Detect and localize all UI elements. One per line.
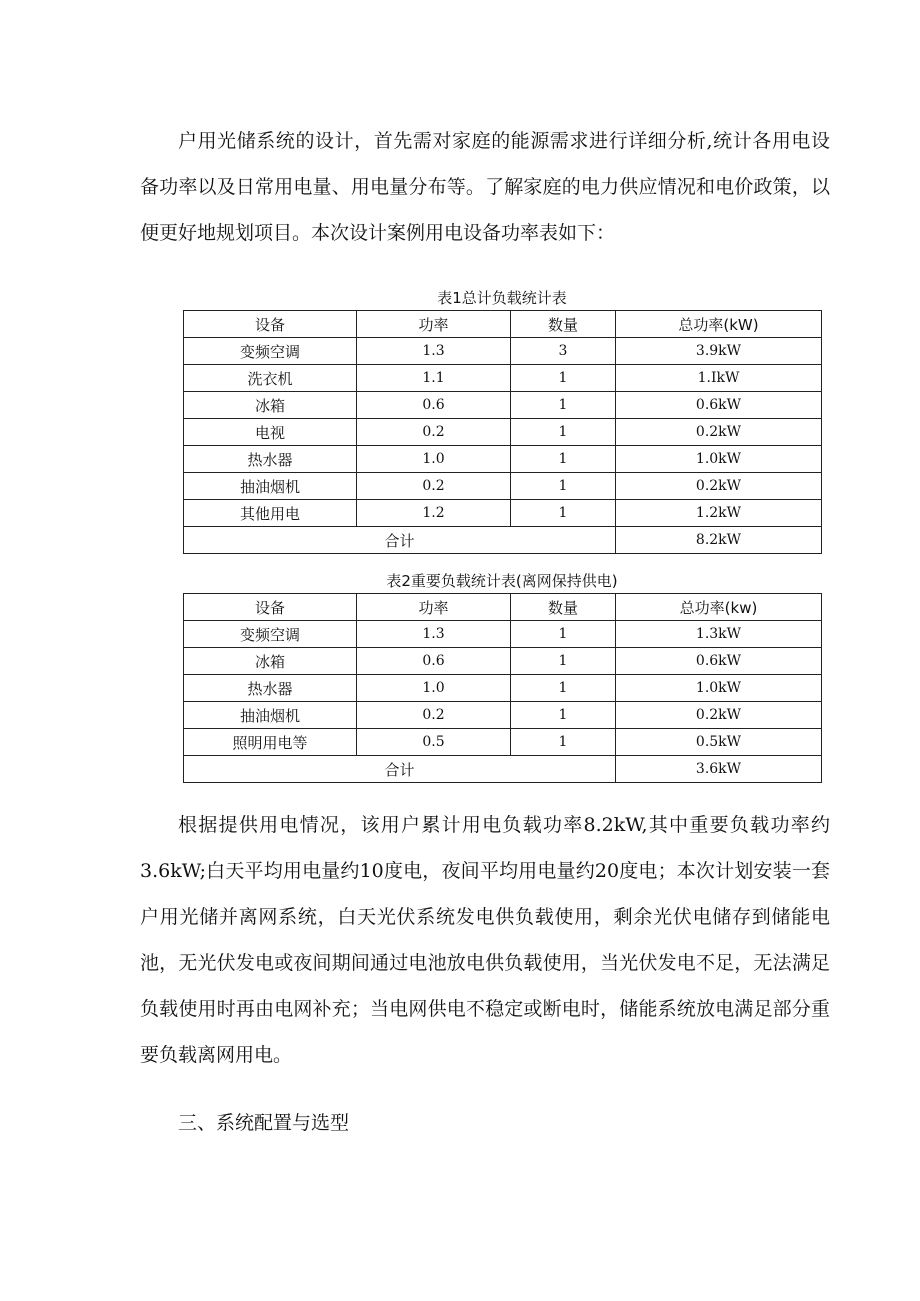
power-cell: 0.6 [357, 648, 511, 675]
header-total-power: 总功率(kw) [616, 594, 822, 621]
header-quantity: 数量 [511, 594, 616, 621]
table-row [184, 419, 822, 446]
header-power: 功率 [357, 594, 511, 621]
quantity-cell: 1 [511, 419, 616, 446]
device-cell: 抽油烟机 [184, 473, 357, 500]
quantity-cell: 1 [511, 365, 616, 392]
table-row [184, 446, 822, 473]
table-row [184, 473, 822, 500]
quantity-cell: 1 [511, 675, 616, 702]
header-total-power: 总功率(kW) [616, 311, 822, 338]
total-power-cell: 1.0kW [616, 675, 822, 702]
table-row [184, 500, 822, 527]
critical-load-table [183, 593, 822, 783]
header-quantity: 数量 [511, 311, 616, 338]
table-row [184, 338, 822, 365]
total-power-cell: 0.6kW [616, 648, 822, 675]
table-row [184, 365, 822, 392]
table-row [184, 648, 822, 675]
power-cell: 0.2 [357, 473, 511, 500]
device-cell: 冰箱 [184, 648, 357, 675]
device-cell: 热水器 [184, 675, 357, 702]
power-cell: 1.3 [357, 338, 511, 365]
table1-caption: 表1总计负载统计表 [437, 289, 567, 307]
table2-caption: 表2重要负载统计表(离网保持供电) [386, 572, 618, 590]
total-power-cell: 1.IkW [616, 365, 822, 392]
total-power-cell: 0.6kW [616, 392, 822, 419]
power-cell: 1.3 [357, 621, 511, 648]
device-cell: 变频空调 [184, 621, 357, 648]
device-cell: 其他用电 [184, 500, 357, 527]
power-cell: 1.1 [357, 365, 511, 392]
quantity-cell: 1 [511, 702, 616, 729]
table-row [184, 392, 822, 419]
quantity-cell: 1 [511, 729, 616, 756]
device-cell: 照明用电等 [184, 729, 357, 756]
table-total-row [184, 527, 822, 554]
total-power-cell: 3.9kW [616, 338, 822, 365]
total-load-table [183, 310, 822, 554]
total-power-cell: 0.2kW [616, 419, 822, 446]
quantity-cell: 1 [511, 473, 616, 500]
device-cell: 变频空调 [184, 338, 357, 365]
quantity-cell: 1 [511, 621, 616, 648]
table-row [184, 675, 822, 702]
analysis-paragraph: 根据提供用电情况，该用户累计用电负载功率8.2kW,其中重要负载功率约3.6kW;白天平均用电量约10度电，夜间平均用电量约20度电；本次计划安装一套户用光储并离网系统，白天光伏系统发电供负载使用，剩余光伏电储存到储能电池，无光伏发电或夜间期间通过电池放电供负载使用，当光伏发电不足，无法满足负载使用时再由电网补充；当电网供电不稳定或断电时，储能系统放电满足部分重要负载离网用电。 [140, 814, 830, 1066]
device-cell: 热水器 [184, 446, 357, 473]
total-power-cell: 0.5kW [616, 729, 822, 756]
device-cell: 洗衣机 [184, 365, 357, 392]
device-cell: 冰箱 [184, 392, 357, 419]
header-device: 设备 [184, 594, 357, 621]
quantity-cell: 1 [511, 648, 616, 675]
quantity-cell: 1 [511, 500, 616, 527]
total-value-cell: 8.2kW [616, 527, 822, 554]
total-power-cell: 0.2kW [616, 702, 822, 729]
device-cell: 抽油烟机 [184, 702, 357, 729]
total-label-cell: 合计 [184, 756, 616, 783]
device-cell: 电视 [184, 419, 357, 446]
total-power-cell: 0.2kW [616, 473, 822, 500]
section-heading: 三、系统配置与选型 [178, 1112, 350, 1134]
table-row [184, 729, 822, 756]
total-power-cell: 1.0kW [616, 446, 822, 473]
total-power-cell: 1.2kW [616, 500, 822, 527]
power-cell: 1.2 [357, 500, 511, 527]
header-device: 设备 [184, 311, 357, 338]
power-cell: 1.0 [357, 446, 511, 473]
quantity-cell: 1 [511, 392, 616, 419]
header-power: 功率 [357, 311, 511, 338]
table-row [184, 621, 822, 648]
power-cell: 1.0 [357, 675, 511, 702]
total-label-cell: 合计 [184, 527, 616, 554]
table-header-row [184, 311, 822, 338]
table-header-row [184, 594, 822, 621]
quantity-cell: 1 [511, 446, 616, 473]
power-cell: 0.2 [357, 419, 511, 446]
total-power-cell: 1.3kW [616, 621, 822, 648]
power-cell: 0.6 [357, 392, 511, 419]
power-cell: 0.5 [357, 729, 511, 756]
table-total-row [184, 756, 822, 783]
intro-paragraph: 户用光储系统的设计，首先需对家庭的能源需求进行详细分析,统计各用电设备功率以及日常用电量、用电量分布等。了解家庭的电力供应情况和电价政策，以便更好地规划项目。本次设计案例用电设备功率表如下： [140, 130, 830, 244]
table-row [184, 702, 822, 729]
total-value-cell: 3.6kW [616, 756, 822, 783]
power-cell: 0.2 [357, 702, 511, 729]
quantity-cell: 3 [511, 338, 616, 365]
